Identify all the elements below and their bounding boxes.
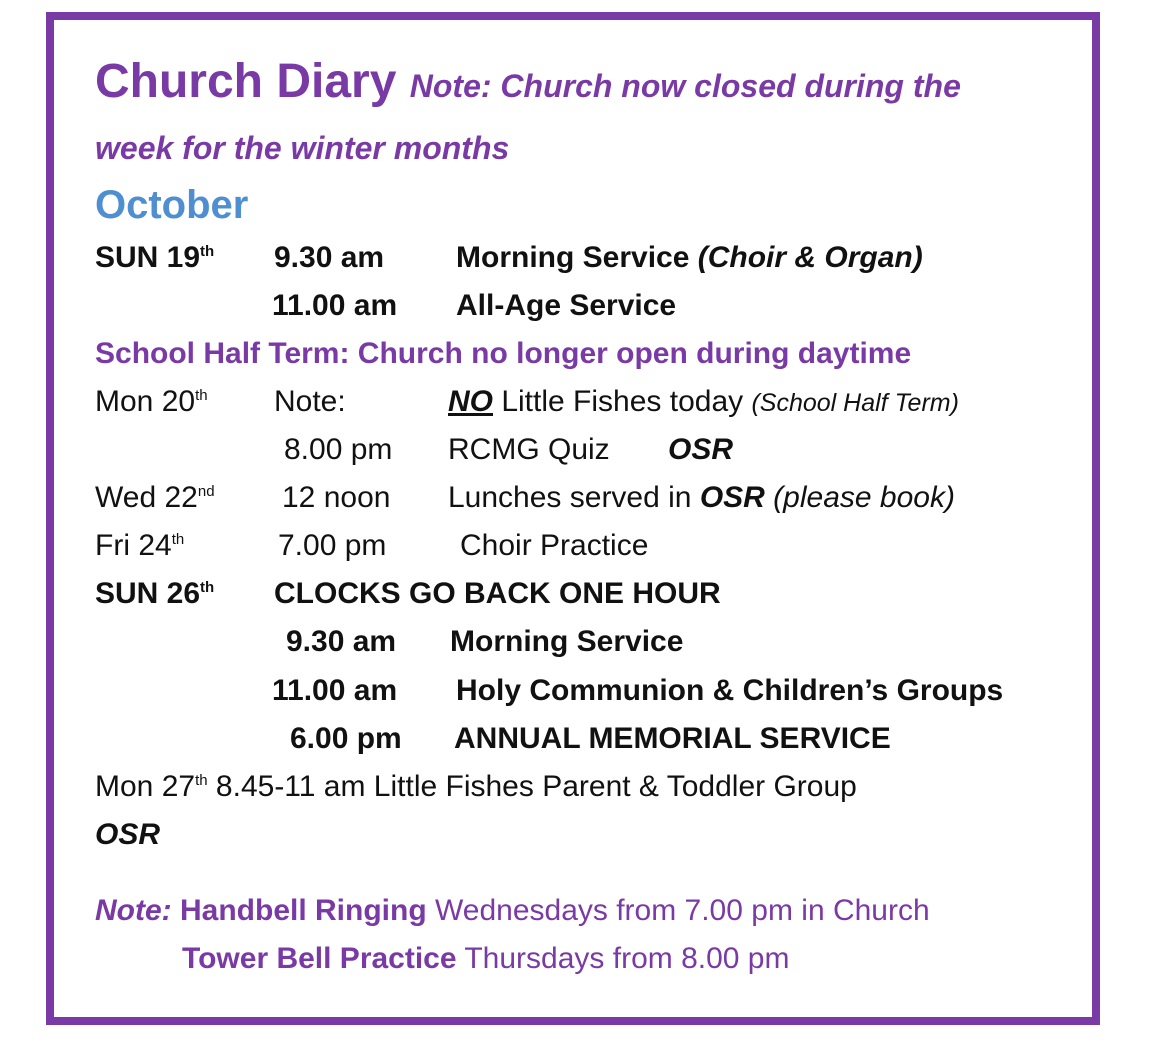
mon20-label: Note: bbox=[274, 385, 346, 418]
sun26-day: SUN 26th bbox=[95, 577, 215, 610]
tower-bell-note: Tower Bell Practice Thursdays from 8.00 pm bbox=[182, 942, 790, 975]
diary-title-line bbox=[95, 52, 961, 116]
closure-note-line2: week for the winter months bbox=[95, 130, 510, 166]
closure-note: Note: Church now closed during the bbox=[409, 68, 961, 104]
sun19-time1: 9.30 am bbox=[274, 241, 385, 274]
mon20-event2: RCMG Quiz bbox=[448, 433, 610, 466]
mon20-day: Mon 20th bbox=[95, 385, 208, 418]
wed22-day: Wed 22nd bbox=[95, 481, 215, 514]
fri24-time: 7.00 pm bbox=[278, 529, 387, 562]
diary-title: Church Diary bbox=[95, 55, 397, 108]
wed22-event: Lunches served in OSR (please book) bbox=[448, 481, 955, 514]
wed22-time: 12 noon bbox=[282, 481, 391, 514]
mon20-event: NO Little Fishes today (School Half Term) bbox=[448, 385, 959, 418]
mon20-venue: OSR bbox=[668, 433, 734, 466]
fri24-event: Choir Practice bbox=[460, 529, 649, 562]
sun26-event3: ANNUAL MEMORIAL SERVICE bbox=[454, 722, 891, 755]
mon20-time2: 8.00 pm bbox=[284, 433, 393, 466]
sun26-event1: Morning Service bbox=[450, 625, 684, 658]
sun19-event2: All-Age Service bbox=[456, 289, 677, 322]
mon27-venue: OSR bbox=[95, 818, 161, 851]
sun19-event1: Morning Service (Choir & Organ) bbox=[456, 241, 923, 274]
half-term-notice: School Half Term: Church no longer open during daytime bbox=[95, 337, 912, 370]
sun19-day: SUN 19th bbox=[95, 241, 215, 274]
sun26-time2: 11.00 am bbox=[272, 674, 398, 707]
sun26-headline: CLOCKS GO BACK ONE HOUR bbox=[274, 577, 721, 610]
handbell-note: Note: Handbell Ringing Wednesdays from 7.00 pm in Church bbox=[95, 894, 930, 927]
sun19-time2: 11.00 am bbox=[272, 289, 398, 322]
diary-frame bbox=[46, 12, 1100, 1025]
sun26-time3: 6.00 pm bbox=[290, 722, 402, 755]
sun26-event2: Holy Communion & Children’s Groups bbox=[456, 674, 1004, 707]
month-heading: October bbox=[95, 183, 249, 227]
sun26-time1: 9.30 am bbox=[286, 625, 397, 658]
mon27-line: Mon 27th 8.45-11 am Little Fishes Parent & Toddler Group bbox=[95, 770, 857, 803]
fri24-day: Fri 24th bbox=[95, 529, 185, 562]
